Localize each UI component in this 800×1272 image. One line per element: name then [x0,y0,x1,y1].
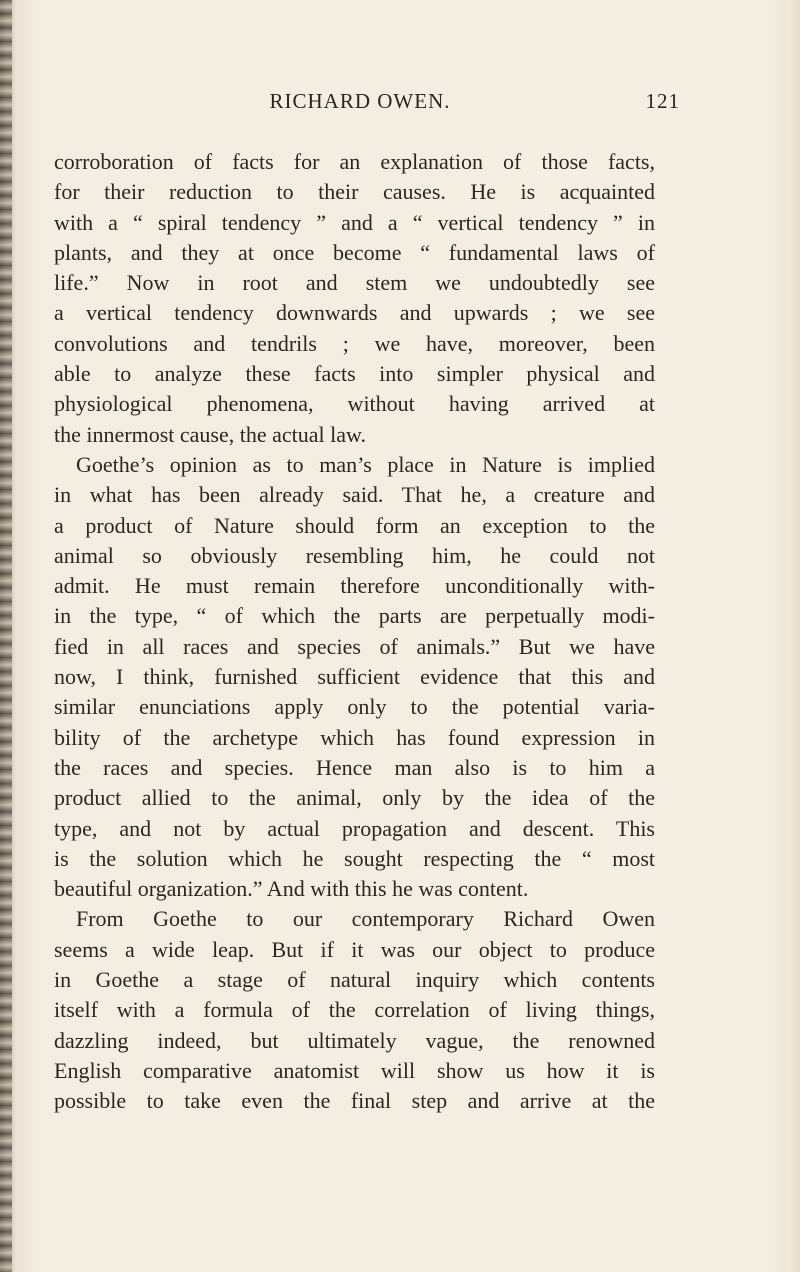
text-line: able to analyze these facts into simpler physical and [54,361,655,387]
page-number: 121 [645,89,680,113]
text-line: type, and not by actual propagation and descent. This [54,815,655,841]
running-head: RICHARD OWEN. [269,89,451,113]
text-line: Goethe’s opinion as to man’s place in Nature is implied [76,451,655,477]
text-line: in Goethe a stage of natural inquiry which contents [54,967,655,993]
text-line: is the solution which he sought respecting the “ most [54,845,655,871]
text-line: with a “ spiral tendency ” and a “ vertical tendency ” in [54,209,655,235]
text-line: From Goethe to our contemporary Richard Owen [76,906,655,932]
text-line: seems a wide leap. But if it was our object to produce [54,936,655,962]
text-line: English comparative anatomist will show us how it is [54,1057,655,1083]
paragraph-3 [54,904,655,1116]
text-line: now, I think, furnished sufficient evidence that this and [54,664,655,690]
text-line: beautiful organization.” And with this he was content. [54,876,529,902]
body-text [54,147,655,1117]
text-line: animal so obviously resembling him, he could not [54,542,655,568]
text-line: life.” Now in root and stem we undoubtedly see [54,270,655,296]
paragraph-1 [54,147,655,450]
text-line: corroboration of facts for an explanation of those facts, [54,149,655,174]
text-line: similar enunciations apply only to the potential varia- [54,694,655,720]
text-line: admit. He must remain therefore unconditionally with- [54,573,655,599]
text-line: the races and species. Hence man also is to him a [54,754,655,780]
book-spine-edge [0,0,12,1272]
text-line: fied in all races and species of animals.” But we have [54,633,655,659]
text-line: a vertical tendency downwards and upwards ; we see [54,300,655,326]
text-line: bility of the archetype which has found expression in [54,724,655,750]
text-line: itself with a formula of the correlation of living things, [54,997,655,1023]
text-line: in the type, “ of which the parts are perpetually modi- [54,603,655,629]
text-line: dazzling indeed, but ultimately vague, the renowned [54,1027,655,1053]
page-header [40,89,680,129]
text-line: convolutions and tendrils ; we have, moreover, been [54,330,655,356]
paragraph-2 [54,450,655,904]
text-line: product allied to the animal, only by the idea of the [54,785,655,811]
text-line: plants, and they at once become “ fundamental laws of [54,239,655,265]
text-line: a product of Nature should form an exception to the [54,512,655,538]
text-line: the innermost cause, the actual law. [54,421,366,447]
text-line: for their reduction to their causes. He is acquainted [54,179,655,205]
text-line: in what has been already said. That he, a creature and [54,482,655,508]
text-line: possible to take even the final step and arrive at the [54,1088,655,1114]
text-line: physiological phenomena, without having arrived at [54,391,655,417]
